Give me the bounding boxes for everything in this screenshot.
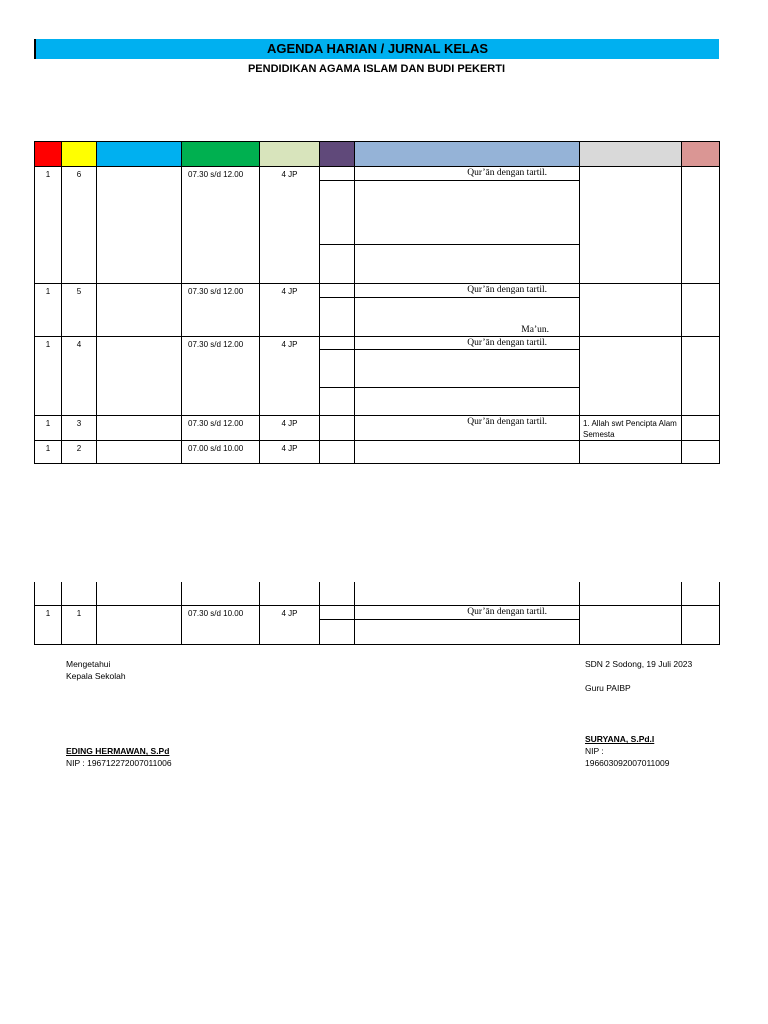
cell-waktu: 07.30 s/d 12.00 — [182, 167, 260, 284]
role-label: Kepala Sekolah — [66, 671, 126, 681]
header-cell — [355, 142, 580, 167]
cell-jp: 4 JP — [260, 167, 320, 284]
cell-no: 1 — [35, 284, 62, 337]
cell-no: 1 — [35, 605, 62, 644]
cell-keterangan — [580, 441, 682, 464]
cell-empty — [97, 167, 182, 284]
cell-no: 1 — [35, 337, 62, 416]
cell-pertemuan: 5 — [62, 284, 97, 337]
cell-empty — [682, 284, 720, 337]
table-row — [35, 441, 720, 464]
cell-empty — [320, 441, 355, 464]
cell-waktu: 07.30 s/d 10.00 — [182, 605, 260, 644]
cell-jp: 4 JP — [260, 337, 320, 416]
materi-text: Qur’ān dengan tartil. — [467, 417, 547, 427]
materi-extra-text: Ma’un. — [521, 325, 549, 335]
cell-sub — [320, 167, 355, 284]
cell-empty — [97, 605, 182, 644]
cell-empty — [682, 167, 720, 284]
header-cell — [580, 142, 682, 167]
header-cell — [182, 142, 260, 167]
table-row — [35, 167, 720, 284]
teacher-nip-label: NIP : — [585, 746, 604, 756]
cell-waktu: 07.00 s/d 10.00 — [182, 441, 260, 464]
cell-empty — [97, 337, 182, 416]
cell-sub — [320, 337, 355, 416]
cell-pertemuan: 2 — [62, 441, 97, 464]
header-cell — [35, 142, 62, 167]
journal-table-continued — [34, 582, 720, 645]
cell-sub — [320, 605, 355, 644]
cell-materi — [355, 167, 580, 284]
cell-empty — [320, 582, 355, 605]
cell-empty — [62, 582, 97, 605]
cell-empty — [580, 582, 682, 605]
materi-text: Qur’ān dengan tartil. — [355, 284, 579, 298]
cell-materi — [355, 337, 580, 416]
cell-sub — [320, 284, 355, 337]
table-row — [35, 416, 720, 441]
cell-pertemuan: 4 — [62, 337, 97, 416]
cell-empty — [97, 441, 182, 464]
cell-empty — [355, 582, 580, 605]
cell-jp: 4 JP — [260, 605, 320, 644]
cell-empty — [320, 416, 355, 441]
table-row — [35, 337, 720, 416]
cell-waktu: 07.30 s/d 12.00 — [182, 284, 260, 337]
cell-keterangan: 1. Allah swt Pencipta Alam Semesta — [580, 416, 682, 441]
cell-keterangan — [580, 605, 682, 644]
journal-table — [34, 141, 720, 464]
cell-jp: 4 JP — [260, 441, 320, 464]
materi-text: Qur’ān dengan tartil. — [355, 606, 579, 620]
cell-waktu: 07.30 s/d 12.00 — [182, 337, 260, 416]
principal-name: EDING HERMAWAN, S.Pd — [66, 746, 170, 756]
cell-keterangan — [580, 284, 682, 337]
cell-materi — [355, 441, 580, 464]
cell-empty — [35, 582, 62, 605]
header-cell — [62, 142, 97, 167]
cell-keterangan — [580, 167, 682, 284]
cell-no: 1 — [35, 167, 62, 284]
materi-text: Qur’ān dengan tartil. — [355, 337, 579, 350]
cell-jp: 4 JP — [260, 416, 320, 441]
cell-keterangan — [580, 337, 682, 416]
cell-materi — [355, 605, 580, 644]
cell-empty — [97, 416, 182, 441]
cell-pertemuan: 1 — [62, 605, 97, 644]
cell-no: 1 — [35, 441, 62, 464]
cell-empty — [682, 582, 720, 605]
teacher-nip: 196603092007011009 — [585, 758, 670, 768]
teacher-role: Guru PAIBP — [585, 683, 631, 693]
table-row-empty — [35, 582, 720, 605]
place-date: SDN 2 Sodong, 19 Juli 2023 — [585, 659, 693, 669]
cell-materi — [355, 416, 580, 441]
header-cell — [320, 142, 355, 167]
cell-pertemuan: 6 — [62, 167, 97, 284]
cell-empty — [682, 605, 720, 644]
header-cell — [682, 142, 720, 167]
cell-empty — [682, 441, 720, 464]
table-row — [35, 284, 720, 337]
cell-empty — [682, 416, 720, 441]
cell-empty — [260, 582, 320, 605]
principal-nip: NIP : 196712272007011006 — [66, 758, 172, 768]
cell-empty — [97, 582, 182, 605]
mengetahui-label: Mengetahui — [66, 659, 111, 669]
cell-empty — [682, 337, 720, 416]
cell-jp: 4 JP — [260, 284, 320, 337]
teacher-name: SURYANA, S.Pd.I — [585, 734, 655, 744]
cell-empty — [97, 284, 182, 337]
materi-text: Qur’ān dengan tartil. — [355, 167, 579, 181]
signature-left — [66, 658, 172, 769]
cell-pertemuan: 3 — [62, 416, 97, 441]
cell-no: 1 — [35, 416, 62, 441]
header-cell — [260, 142, 320, 167]
page-title: AGENDA HARIAN / JURNAL KELAS — [34, 39, 719, 59]
signature-right — [585, 658, 692, 769]
header-cell — [97, 142, 182, 167]
cell-empty — [182, 582, 260, 605]
page-subtitle: PENDIDIKAN AGAMA ISLAM DAN BUDI PEKERTI — [247, 63, 506, 75]
header-row — [35, 142, 720, 167]
cell-materi — [355, 284, 580, 337]
table-row — [35, 605, 720, 644]
cell-waktu: 07.30 s/d 12.00 — [182, 416, 260, 441]
